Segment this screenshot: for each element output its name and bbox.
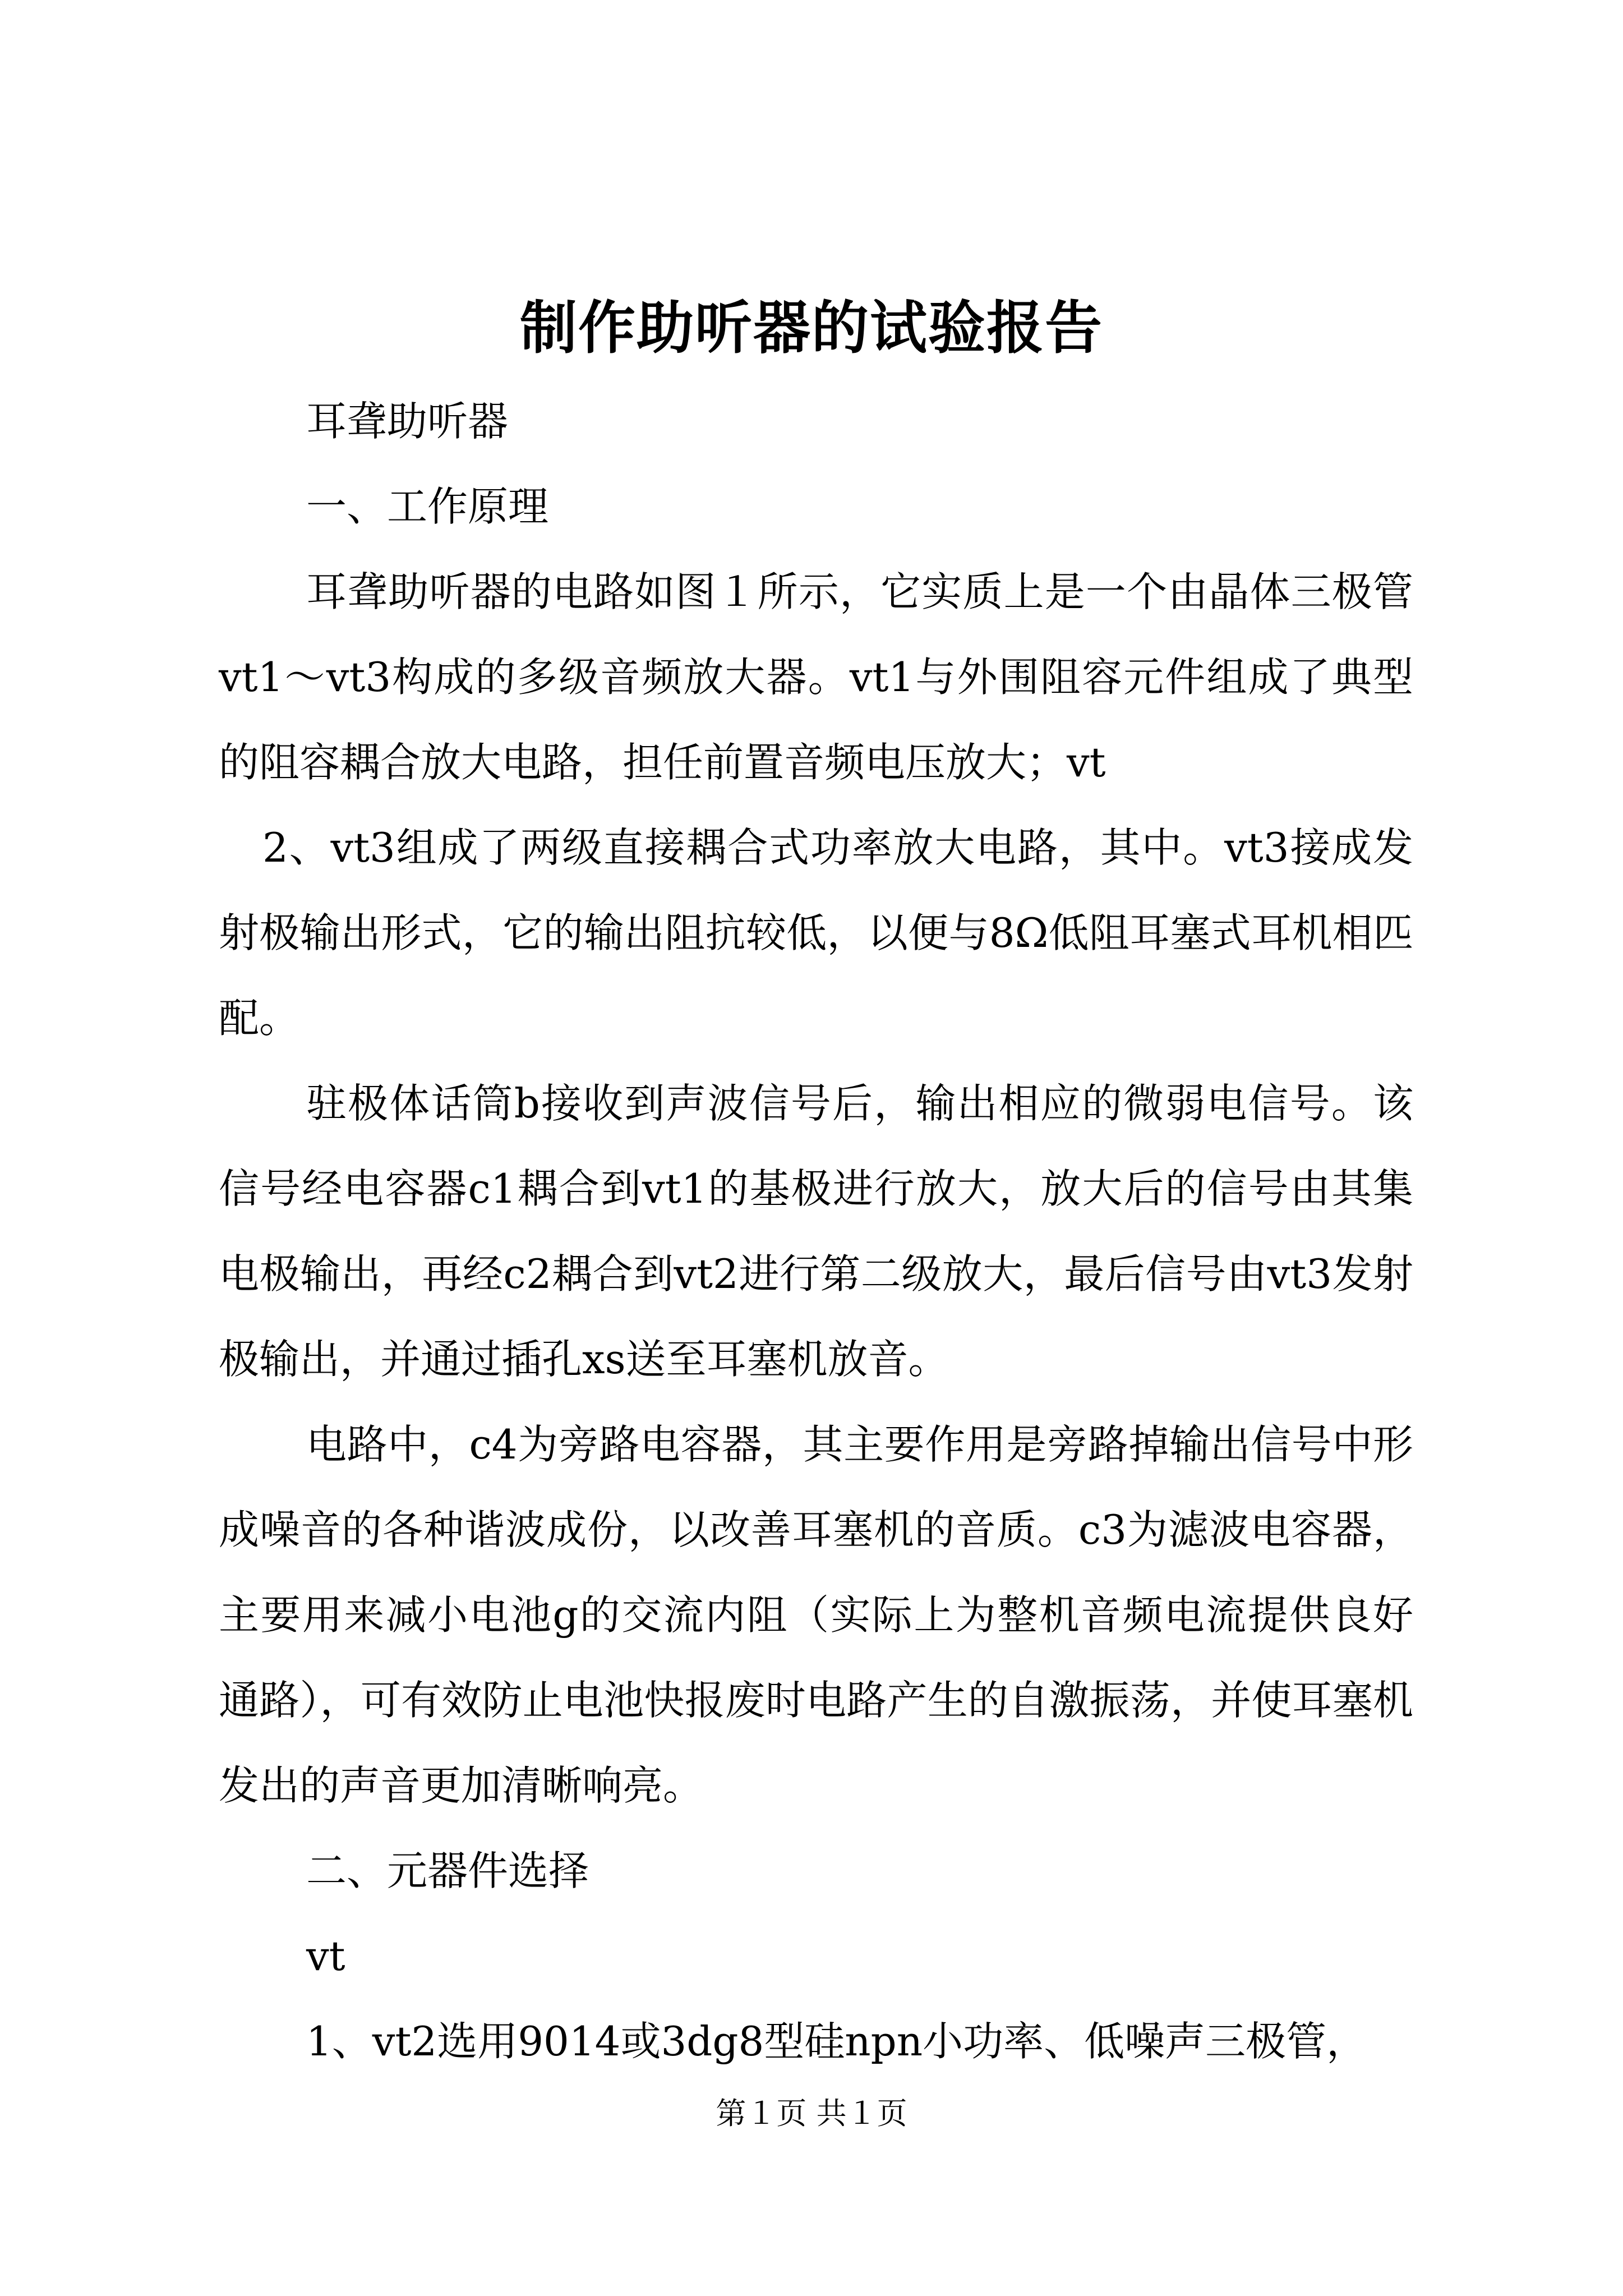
paragraph: 2、vt3组成了两级直接耦合式功率放大电路，其中。vt3接成发射极输出形式，它的输出阻抗较低，以便与8Ω低阻耳塞式耳机相匹配。: [219, 824, 1413, 1042]
document-body: [219, 379, 1413, 2084]
section-heading: 一、工作原理: [306, 483, 549, 530]
document-title: 制作助听器的试验报告: [520, 295, 1103, 362]
paragraph-heading: 耳聋助听器: [306, 398, 509, 445]
paragraph: 耳聋助听器的电路如图１所示，它实质上是一个由晶体三极管vt1～vt3构成的多级音频放大器。vt1与外围阻容元件组成了典型的阻容耦合放大电路，担任前置音频电压放大；vt: [219, 568, 1413, 786]
paragraph: vt: [306, 1932, 345, 1980]
section-heading: 二、元器件选择: [306, 1847, 589, 1894]
paragraph: 1、vt2选用9014或3dg8型硅npn小功率、低噪声三极管，: [306, 2018, 1367, 2065]
paragraph: 电路中，c4为旁路电容器，其主要作用是旁路掉输出信号中形成噪音的各种谐波成份，以改善耳塞机的音质。c3为滤波电容器，主要用来减小电池g的交流内阻（实际上为整机音频电流提供良好通路），可有效防止电池快报废时电路产生的自激振荡，并使耳塞机发出的声音更加清晰响亮。: [219, 1421, 1413, 1809]
page-footer: 第１页 共１页: [716, 2096, 907, 2131]
paragraph: 驻极体话筒b接收到声波信号后，输出相应的微弱电信号。该信号经电容器c1耦合到vt1的基极进行放大，放大后的信号由其集电极输出，再经c2耦合到vt2进行第二级放大，最后信号由vt3发射极输出，并通过插孔xs送至耳塞机放音。: [219, 1080, 1413, 1383]
